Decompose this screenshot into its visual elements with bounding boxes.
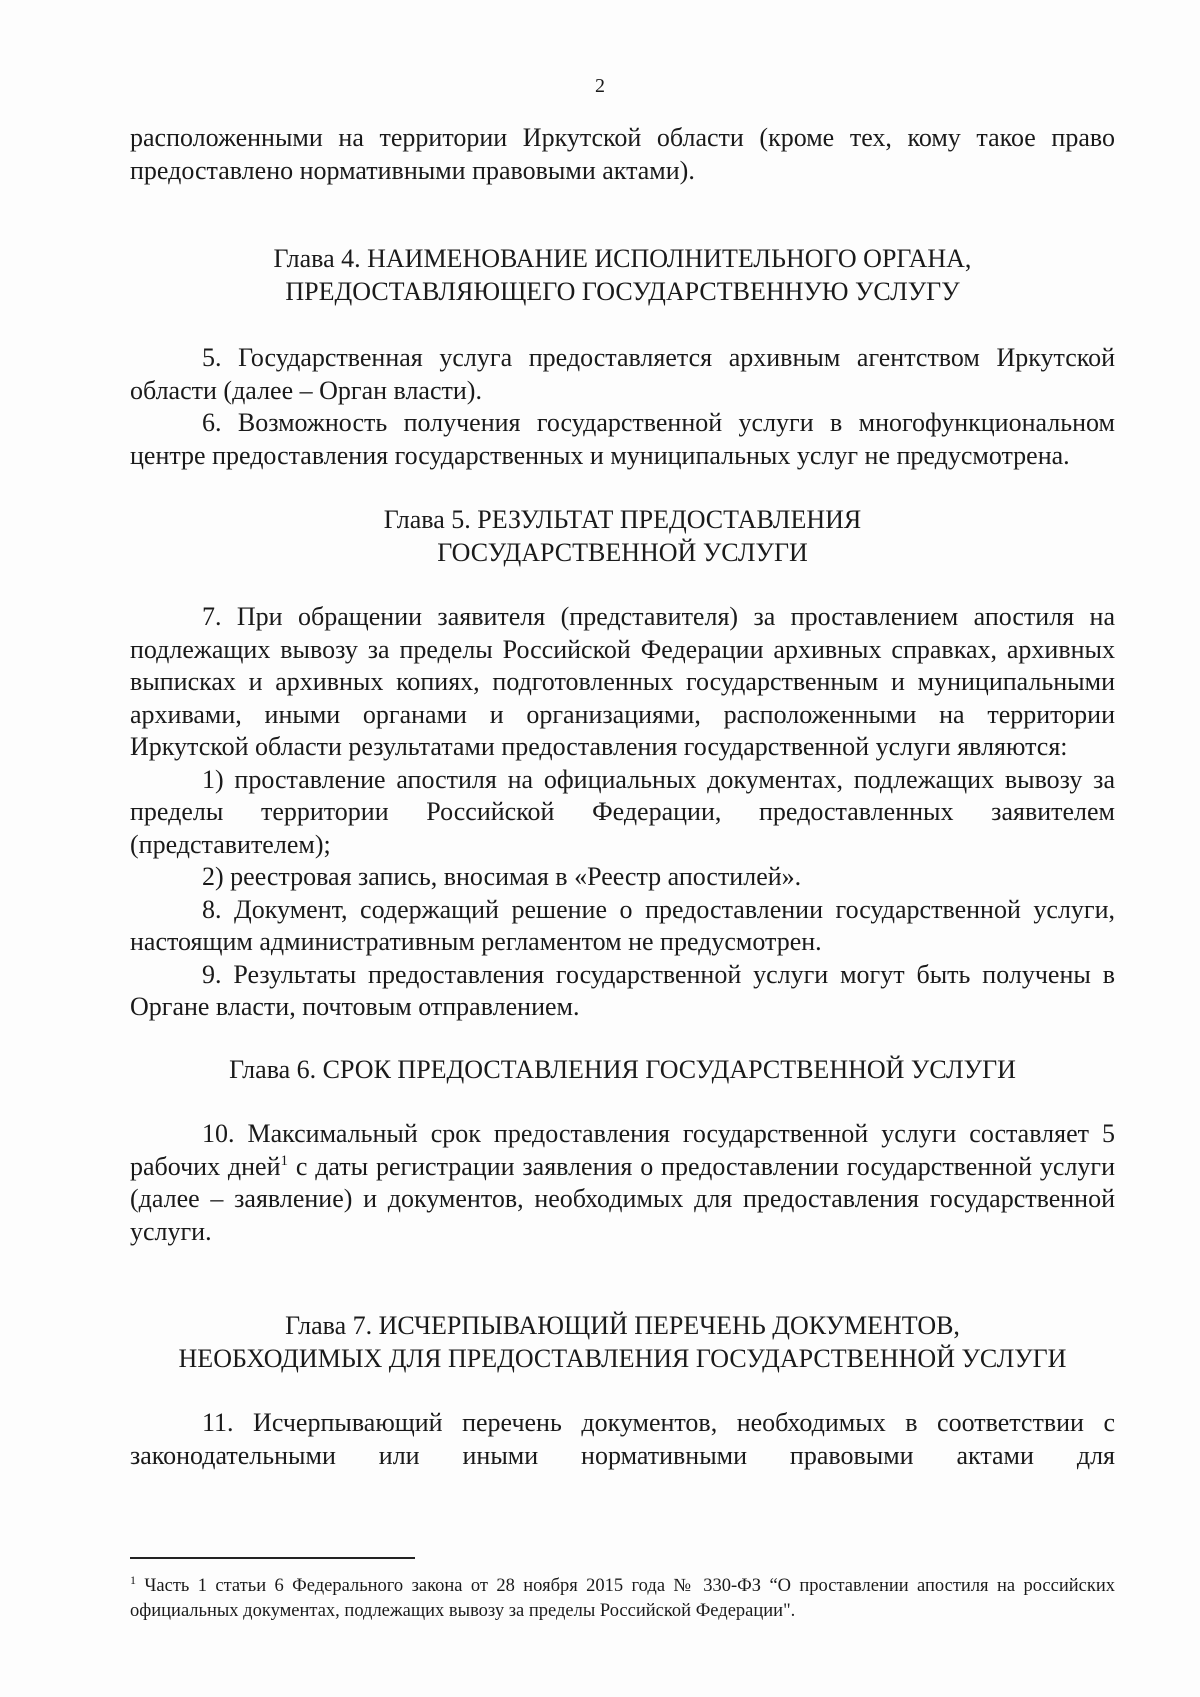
footnote (130, 1574, 1115, 1624)
paragraph-5: 5. Государственная услуга предоставляется архивным агентством Иркутской области (далее – Орган власти). (130, 343, 1115, 405)
paragraph-10-text-b: с даты регистрации заявления о предоставлении государственной услуги (далее – заявление) и документов, необходимых для предоставления государственной услуги. (130, 1151, 1115, 1246)
chapter-5-title-line-1: Глава 5. РЕЗУЛЬТАТ ПРЕДОСТАВЛЕНИЯ (383, 505, 862, 534)
document-body (130, 122, 1115, 1472)
paragraph-10 (130, 1118, 1115, 1248)
chapter-7-heading (130, 1310, 1115, 1375)
page-number: 2 (595, 75, 605, 97)
paragraph-9: 9. Результаты предоставления государственной услуги могут быть получены в Органе власти, почтовым отправлением. (130, 959, 1115, 1021)
footnote-text: Часть 1 статьи 6 Федерального закона от 28 ноября 2015 года № 330-ФЗ “О проставлении апостиля на российских официальных документах, подлежащих вывозу за пределы Российской Федерации". (130, 1576, 1115, 1621)
chapter-7-title-line-2: НЕОБХОДИМЫХ ДЛЯ ПРЕДОСТАВЛЕНИЯ ГОСУДАРСТВЕННОЙ УСЛУГИ (178, 1343, 1067, 1373)
chapter-5-title-line-2: ГОСУДАРСТВЕННОЙ УСЛУГИ (437, 537, 808, 567)
paragraph-11: 11. Исчерпывающий перечень документов, необходимых в соответствии с законодательными или иными нормативными правовыми актами для (130, 1408, 1115, 1470)
paragraph-6: 6. Возможность получения государственной услуги в многофункциональном центре предоставления государственных и муниципальных услуг не предусмотрена. (130, 408, 1115, 470)
chapter-5-heading (130, 504, 1115, 569)
chapter-7-title-line-1: Глава 7. ИСЧЕРПЫВАЮЩИЙ ПЕРЕЧЕНЬ ДОКУМЕНТОВ, (285, 1311, 960, 1340)
intro-paragraph: расположенными на территории Иркутской области (кроме тех, кому такое право предоставлено нормативными правовыми актами). (130, 123, 1115, 185)
footnote-separator (130, 1557, 415, 1559)
paragraph-7: 7. При обращении заявителя (представителя) за проставлением апостиля на подлежащих вывозу за пределы Российской Федерации архивных справках, архивных выписках и архивных копиях, подготовленных государственным и муниципальными архивами, иными органами и организациями, расположенными на территории Иркутской области результатами предоставления государственной услуги являются: (130, 602, 1115, 761)
list-item-1: 1) проставление апостиля на официальных документах, подлежащих вывозу за пределы территории Российской Федерации, предоставленных заявителем (представителем); (130, 764, 1115, 859)
chapter-4-title-line-1: Глава 4. НАИМЕНОВАНИЕ ИСПОЛНИТЕЛЬНОГО ОРГАНА, (273, 244, 972, 273)
chapter-4-title-line-2: ПРЕДОСТАВЛЯЮЩЕГО ГОСУДАРСТВЕННУЮ УСЛУГУ (285, 276, 960, 306)
chapter-4-heading (130, 243, 1115, 308)
footnote-reference: 1 (280, 1152, 289, 1169)
footnote-marker: 1 (130, 1573, 136, 1587)
paragraph-8: 8. Документ, содержащий решение о предоставлении государственной услуги, настоящим административным регламентом не предусмотрен. (130, 894, 1115, 956)
chapter-6-heading: Глава 6. СРОК ПРЕДОСТАВЛЕНИЯ ГОСУДАРСТВЕННОЙ УСЛУГИ (229, 1054, 1016, 1084)
paragraph-10-text-a: 10. Максимальный срок предоставления государственной услуги составляет 5 рабочих дней (130, 1119, 1115, 1181)
list-item-2: 2) реестровая запись, вносимая в «Реестр апостилей». (202, 862, 802, 891)
